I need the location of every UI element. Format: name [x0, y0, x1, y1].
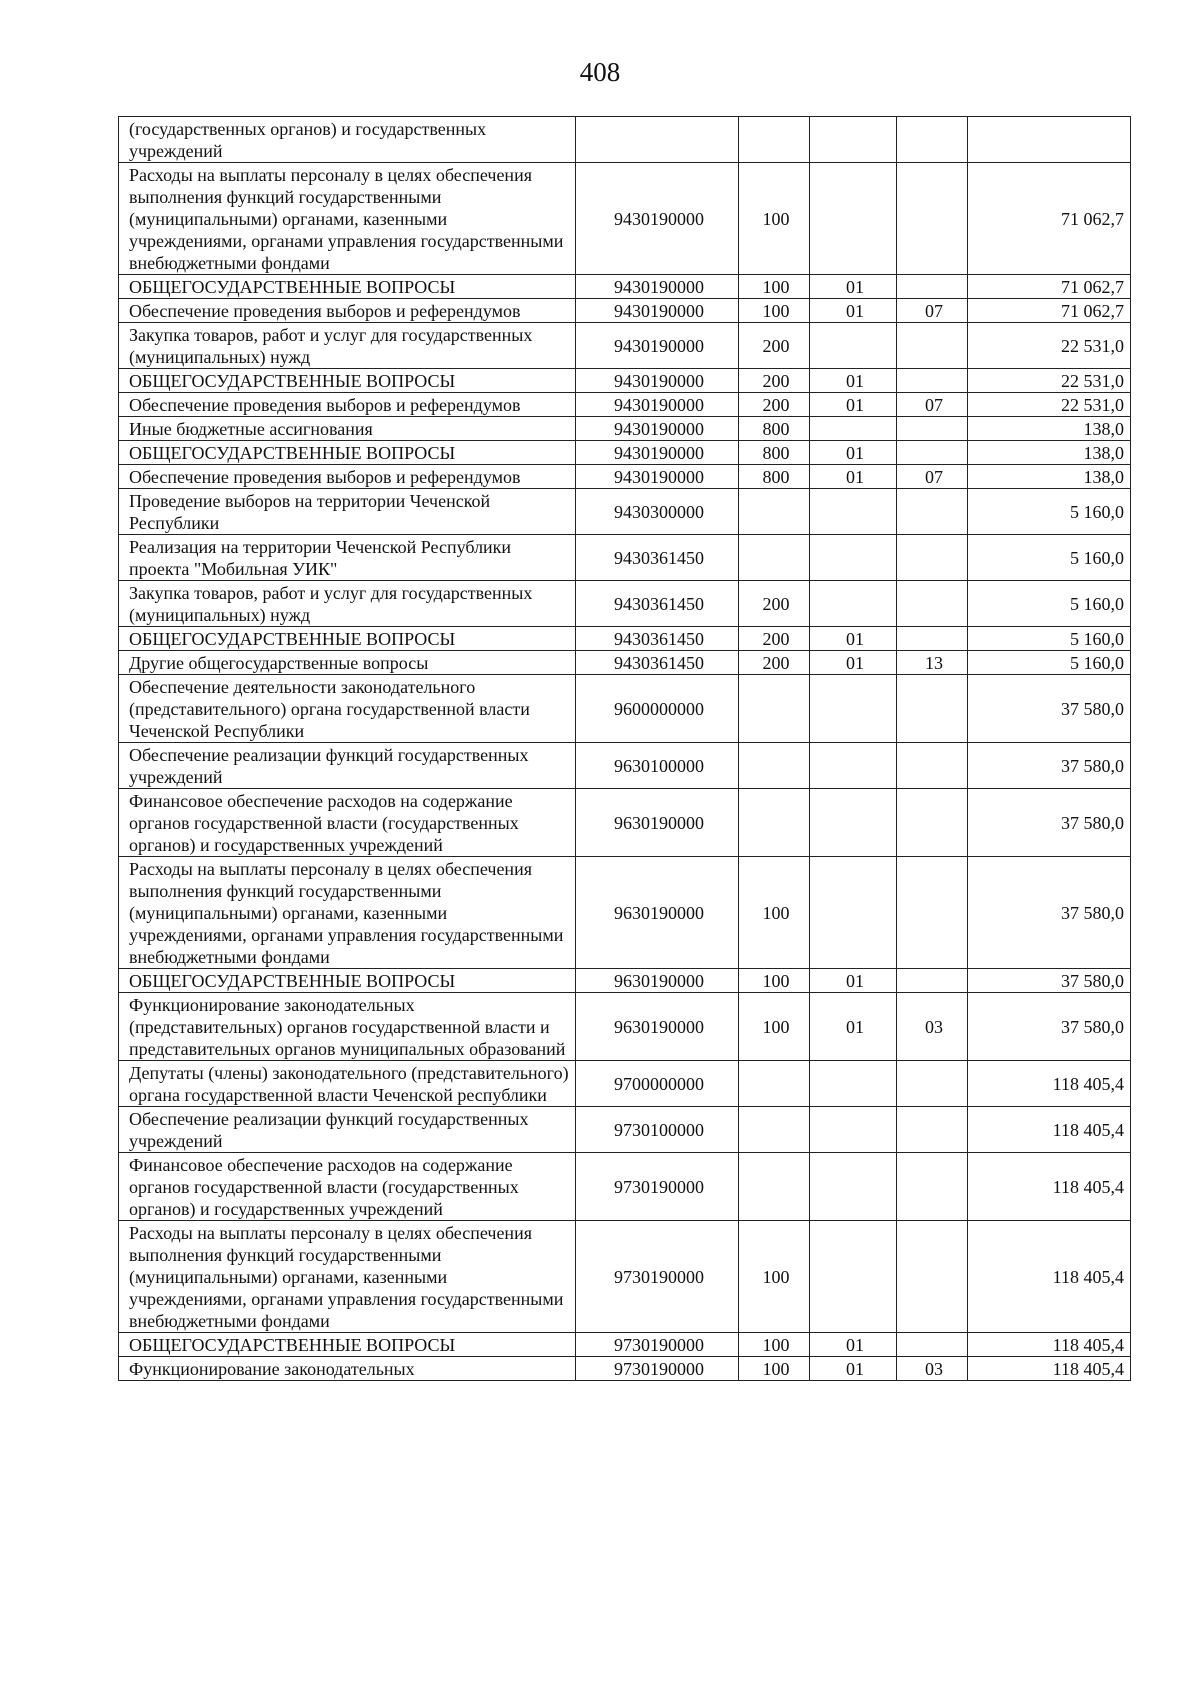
amount-cell [968, 117, 1131, 163]
subsection-code-cell [897, 1061, 968, 1107]
item-name-cell: ОБЩЕГОСУДАРСТВЕННЫЕ ВОПРОСЫ [119, 275, 576, 299]
table-row [119, 857, 1131, 969]
subsection-code-cell [897, 969, 968, 993]
subsection-code-cell: 13 [897, 651, 968, 675]
subsection-code-cell [897, 1107, 968, 1153]
section-code-cell: 01 [810, 1357, 897, 1381]
expense-type-code-cell: 100 [739, 163, 810, 275]
section-code-cell [810, 323, 897, 369]
item-name-cell: Функционирование законодательных (представительных) органов государственной власти и представительных органов муниципальных образований [119, 993, 576, 1061]
amount-cell: 37 580,0 [968, 675, 1131, 743]
item-name-cell: ОБЩЕГОСУДАРСТВЕННЫЕ ВОПРОСЫ [119, 627, 576, 651]
subsection-code-cell [897, 489, 968, 535]
target-article-code-cell [576, 117, 739, 163]
expense-type-code-cell: 200 [739, 323, 810, 369]
table-row [119, 393, 1131, 417]
amount-cell: 37 580,0 [968, 789, 1131, 857]
section-code-cell [810, 489, 897, 535]
expense-type-code-cell: 100 [739, 857, 810, 969]
expense-type-code-cell: 200 [739, 651, 810, 675]
amount-cell: 118 405,4 [968, 1061, 1131, 1107]
subsection-code-cell: 03 [897, 1357, 968, 1381]
section-code-cell [810, 535, 897, 581]
amount-cell: 118 405,4 [968, 1333, 1131, 1357]
amount-cell: 71 062,7 [968, 163, 1131, 275]
section-code-cell: 01 [810, 393, 897, 417]
amount-cell: 118 405,4 [968, 1107, 1131, 1153]
target-article-code-cell: 9430190000 [576, 417, 739, 441]
expense-type-code-cell: 200 [739, 581, 810, 627]
item-name-cell: Обеспечение проведения выборов и референдумов [119, 393, 576, 417]
target-article-code-cell: 9630190000 [576, 969, 739, 993]
section-code-cell [810, 117, 897, 163]
subsection-code-cell [897, 675, 968, 743]
amount-cell: 5 160,0 [968, 535, 1131, 581]
section-code-cell: 01 [810, 969, 897, 993]
section-code-cell [810, 675, 897, 743]
section-code-cell: 01 [810, 369, 897, 393]
item-name-cell: Обеспечение деятельности законодательного (представительного) органа государственной власти Чеченской Республики [119, 675, 576, 743]
item-name-cell: ОБЩЕГОСУДАРСТВЕННЫЕ ВОПРОСЫ [119, 1333, 576, 1357]
subsection-code-cell: 07 [897, 393, 968, 417]
expense-type-code-cell: 200 [739, 393, 810, 417]
table-row [119, 743, 1131, 789]
expense-type-code-cell [739, 117, 810, 163]
target-article-code-cell: 9430190000 [576, 465, 739, 489]
table-row [119, 1061, 1131, 1107]
target-article-code-cell: 9730190000 [576, 1153, 739, 1221]
target-article-code-cell: 9430190000 [576, 369, 739, 393]
target-article-code-cell: 9430190000 [576, 163, 739, 275]
target-article-code-cell: 9630190000 [576, 789, 739, 857]
amount-cell: 22 531,0 [968, 369, 1131, 393]
item-name-cell: Проведение выборов на территории Чеченской Республики [119, 489, 576, 535]
expense-type-code-cell: 200 [739, 369, 810, 393]
item-name-cell: Расходы на выплаты персоналу в целях обеспечения выполнения функций государственными (муниципальными) органами, казенными учреждениями, органами управления государственными внебюджетными фондами [119, 163, 576, 275]
table-row [119, 675, 1131, 743]
expense-type-code-cell: 200 [739, 627, 810, 651]
target-article-code-cell: 9430361450 [576, 627, 739, 651]
item-name-cell: ОБЩЕГОСУДАРСТВЕННЫЕ ВОПРОСЫ [119, 369, 576, 393]
expense-type-code-cell: 100 [739, 969, 810, 993]
amount-cell: 71 062,7 [968, 299, 1131, 323]
section-code-cell: 01 [810, 993, 897, 1061]
subsection-code-cell: 07 [897, 465, 968, 489]
expense-type-code-cell [739, 1107, 810, 1153]
subsection-code-cell [897, 743, 968, 789]
section-code-cell [810, 1221, 897, 1333]
section-code-cell: 01 [810, 651, 897, 675]
section-code-cell: 01 [810, 441, 897, 465]
subsection-code-cell: 07 [897, 299, 968, 323]
amount-cell: 37 580,0 [968, 969, 1131, 993]
table-row [119, 299, 1131, 323]
target-article-code-cell: 9430190000 [576, 299, 739, 323]
table-row [119, 1333, 1131, 1357]
item-name-cell: Депутаты (члены) законодательного (представительного) органа государственной власти Чеченской республики [119, 1061, 576, 1107]
target-article-code-cell: 9630190000 [576, 857, 739, 969]
subsection-code-cell [897, 117, 968, 163]
section-code-cell: 01 [810, 299, 897, 323]
target-article-code-cell: 9430300000 [576, 489, 739, 535]
item-name-cell: Закупка товаров, работ и услуг для государственных (муниципальных) нужд [119, 581, 576, 627]
subsection-code-cell [897, 627, 968, 651]
subsection-code-cell [897, 789, 968, 857]
section-code-cell: 01 [810, 627, 897, 651]
subsection-code-cell [897, 1221, 968, 1333]
table-row [119, 489, 1131, 535]
table-row [119, 417, 1131, 441]
expense-type-code-cell: 800 [739, 441, 810, 465]
section-code-cell [810, 163, 897, 275]
amount-cell: 71 062,7 [968, 275, 1131, 299]
budget-table [118, 116, 1131, 1381]
section-code-cell [810, 789, 897, 857]
expense-type-code-cell [739, 675, 810, 743]
item-name-cell: Обеспечение проведения выборов и референдумов [119, 465, 576, 489]
expense-type-code-cell: 100 [739, 299, 810, 323]
target-article-code-cell: 9730190000 [576, 1357, 739, 1381]
section-code-cell [810, 1153, 897, 1221]
item-name-cell: Расходы на выплаты персоналу в целях обеспечения выполнения функций государственными (муниципальными) органами, казенными учреждениями, органами управления государственными внебюджетными фондами [119, 1221, 576, 1333]
budget-table-body [119, 117, 1131, 1381]
target-article-code-cell: 9730190000 [576, 1221, 739, 1333]
item-name-cell: Расходы на выплаты персоналу в целях обеспечения выполнения функций государственными (муниципальными) органами, казенными учреждениями, органами управления государственными внебюджетными фондами [119, 857, 576, 969]
item-name-cell: Функционирование законодательных [119, 1357, 576, 1381]
target-article-code-cell: 9730190000 [576, 1333, 739, 1357]
target-article-code-cell: 9430190000 [576, 323, 739, 369]
item-name-cell: Обеспечение реализации функций государственных учреждений [119, 1107, 576, 1153]
subsection-code-cell: 03 [897, 993, 968, 1061]
table-row [119, 1153, 1131, 1221]
amount-cell: 118 405,4 [968, 1221, 1131, 1333]
item-name-cell: Реализация на территории Чеченской Республики проекта "Мобильная УИК" [119, 535, 576, 581]
expense-type-code-cell [739, 535, 810, 581]
expense-type-code-cell [739, 1061, 810, 1107]
subsection-code-cell [897, 417, 968, 441]
table-row [119, 627, 1131, 651]
amount-cell: 5 160,0 [968, 627, 1131, 651]
target-article-code-cell: 9700000000 [576, 1061, 739, 1107]
subsection-code-cell [897, 581, 968, 627]
target-article-code-cell: 9730100000 [576, 1107, 739, 1153]
item-name-cell: ОБЩЕГОСУДАРСТВЕННЫЕ ВОПРОСЫ [119, 969, 576, 993]
table-row [119, 323, 1131, 369]
amount-cell: 118 405,4 [968, 1153, 1131, 1221]
expense-type-code-cell: 100 [739, 1333, 810, 1357]
item-name-cell: Обеспечение реализации функций государственных учреждений [119, 743, 576, 789]
subsection-code-cell [897, 275, 968, 299]
table-row [119, 117, 1131, 163]
table-row [119, 275, 1131, 299]
expense-type-code-cell: 100 [739, 1357, 810, 1381]
table-row [119, 581, 1131, 627]
expense-type-code-cell: 100 [739, 275, 810, 299]
subsection-code-cell [897, 441, 968, 465]
subsection-code-cell [897, 163, 968, 275]
item-name-cell: Финансовое обеспечение расходов на содержание органов государственной власти (государственных органов) и государственных учреждений [119, 1153, 576, 1221]
section-code-cell [810, 1061, 897, 1107]
target-article-code-cell: 9430361450 [576, 535, 739, 581]
section-code-cell [810, 417, 897, 441]
section-code-cell: 01 [810, 465, 897, 489]
amount-cell: 138,0 [968, 465, 1131, 489]
amount-cell: 138,0 [968, 441, 1131, 465]
target-article-code-cell: 9630190000 [576, 993, 739, 1061]
target-article-code-cell: 9600000000 [576, 675, 739, 743]
expense-type-code-cell: 800 [739, 417, 810, 441]
table-row [119, 535, 1131, 581]
amount-cell: 37 580,0 [968, 743, 1131, 789]
subsection-code-cell [897, 323, 968, 369]
amount-cell: 118 405,4 [968, 1357, 1131, 1381]
amount-cell: 37 580,0 [968, 857, 1131, 969]
expense-type-code-cell: 100 [739, 993, 810, 1061]
expense-type-code-cell: 800 [739, 465, 810, 489]
target-article-code-cell: 9630100000 [576, 743, 739, 789]
item-name-cell: Финансовое обеспечение расходов на содержание органов государственной власти (государственных органов) и государственных учреждений [119, 789, 576, 857]
table-row [119, 993, 1131, 1061]
target-article-code-cell: 9430190000 [576, 393, 739, 417]
section-code-cell: 01 [810, 275, 897, 299]
section-code-cell [810, 743, 897, 789]
expense-type-code-cell [739, 789, 810, 857]
page-number: 408 [579, 57, 621, 87]
subsection-code-cell [897, 1333, 968, 1357]
item-name-cell: Другие общегосударственные вопросы [119, 651, 576, 675]
item-name-cell: (государственных органов) и государственных учреждений [119, 117, 576, 163]
amount-cell: 5 160,0 [968, 581, 1131, 627]
subsection-code-cell [897, 857, 968, 969]
table-row [119, 465, 1131, 489]
table-row [119, 441, 1131, 465]
amount-cell: 22 531,0 [968, 393, 1131, 417]
table-row [119, 969, 1131, 993]
target-article-code-cell: 9430190000 [576, 441, 739, 465]
item-name-cell: Иные бюджетные ассигнования [119, 417, 576, 441]
expense-type-code-cell [739, 489, 810, 535]
amount-cell: 138,0 [968, 417, 1131, 441]
subsection-code-cell [897, 1153, 968, 1221]
amount-cell: 5 160,0 [968, 651, 1131, 675]
expense-type-code-cell [739, 743, 810, 789]
section-code-cell [810, 581, 897, 627]
target-article-code-cell: 9430190000 [576, 275, 739, 299]
amount-cell: 5 160,0 [968, 489, 1131, 535]
table-row [119, 369, 1131, 393]
table-row [119, 651, 1131, 675]
table-row [119, 1107, 1131, 1153]
table-row [119, 789, 1131, 857]
subsection-code-cell [897, 369, 968, 393]
target-article-code-cell: 9430361450 [576, 651, 739, 675]
item-name-cell: Обеспечение проведения выборов и референдумов [119, 299, 576, 323]
amount-cell: 37 580,0 [968, 993, 1131, 1061]
subsection-code-cell [897, 535, 968, 581]
item-name-cell: ОБЩЕГОСУДАРСТВЕННЫЕ ВОПРОСЫ [119, 441, 576, 465]
table-row [119, 1357, 1131, 1381]
expense-type-code-cell [739, 1153, 810, 1221]
section-code-cell [810, 1107, 897, 1153]
item-name-cell: Закупка товаров, работ и услуг для государственных (муниципальных) нужд [119, 323, 576, 369]
table-row [119, 1221, 1131, 1333]
section-code-cell: 01 [810, 1333, 897, 1357]
table-row [119, 163, 1131, 275]
amount-cell: 22 531,0 [968, 323, 1131, 369]
expense-type-code-cell: 100 [739, 1221, 810, 1333]
target-article-code-cell: 9430361450 [576, 581, 739, 627]
section-code-cell [810, 857, 897, 969]
